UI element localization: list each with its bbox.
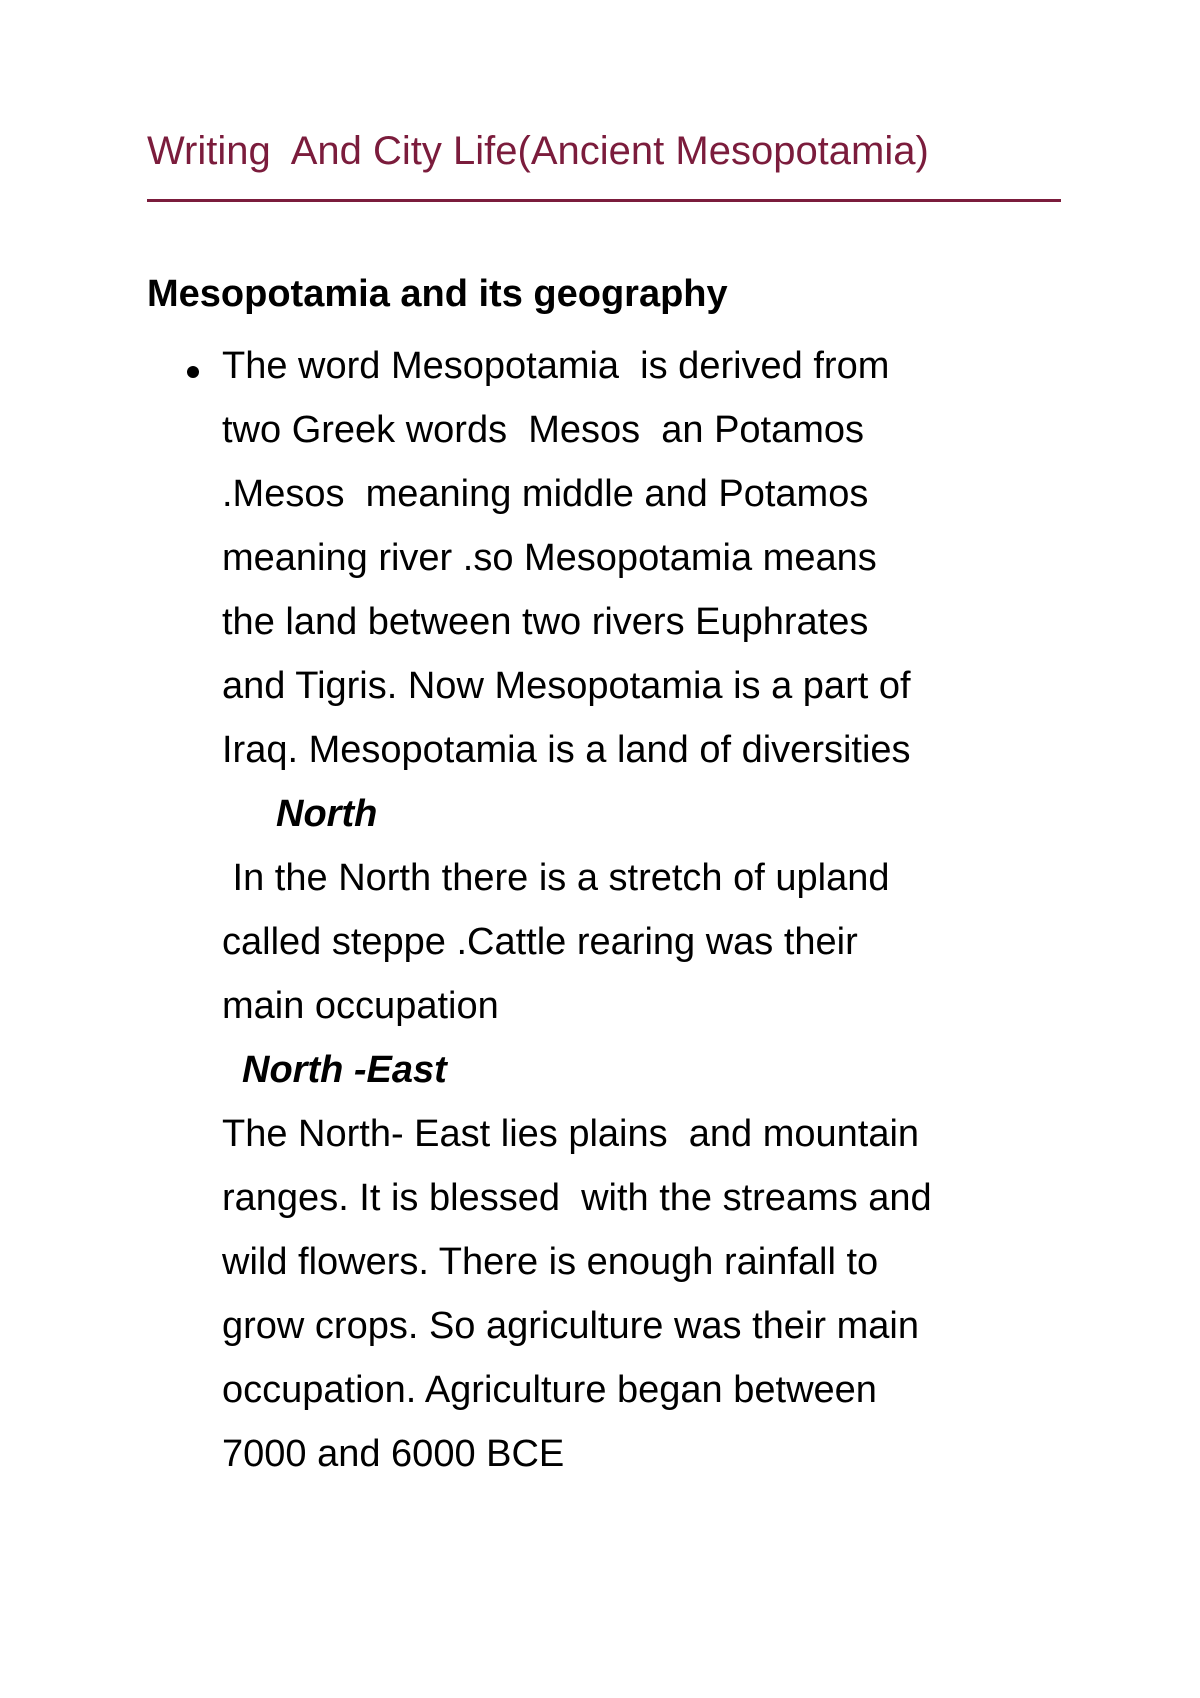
bullet-text-line: and Tigris. Now Mesopotamia is a part of xyxy=(222,665,911,707)
north-text-line: main occupation xyxy=(222,985,499,1027)
bullet-text-line: .Mesos meaning middle and Potamos xyxy=(222,473,869,515)
north-east-text-line: 7000 and 6000 BCE xyxy=(222,1433,565,1475)
north-text-line: called steppe .Cattle rearing was their xyxy=(222,921,858,963)
bullet-text-line: The word Mesopotamia is derived from xyxy=(222,345,890,387)
title-underline-rule xyxy=(147,199,1061,202)
north-east-heading: North -East xyxy=(242,1049,447,1091)
north-east-text-line: wild flowers. There is enough rainfall to xyxy=(222,1241,879,1283)
bullet-text-line: two Greek words Mesos an Potamos xyxy=(222,409,865,451)
bullet-text-line: the land between two rivers Euphrates xyxy=(222,601,869,643)
north-heading: North xyxy=(276,793,378,835)
bullet-dot-icon xyxy=(187,366,199,378)
north-east-text-line: grow crops. So agriculture was their main xyxy=(222,1305,919,1347)
bullet-text-line: Iraq. Mesopotamia is a land of diversities xyxy=(222,729,911,771)
north-east-text-line: occupation. Agriculture began between xyxy=(222,1369,877,1411)
north-east-text-line: ranges. It is blessed with the streams and xyxy=(222,1177,932,1219)
document-title: Writing And City Life(Ancient Mesopotamia) xyxy=(147,129,929,173)
north-text-line: In the North there is a stretch of upland xyxy=(222,857,890,899)
north-east-text-line: The North- East lies plains and mountain xyxy=(222,1113,920,1155)
section-heading: Mesopotamia and its geography xyxy=(147,273,728,315)
bullet-text-line: meaning river .so Mesopotamia means xyxy=(222,537,877,579)
